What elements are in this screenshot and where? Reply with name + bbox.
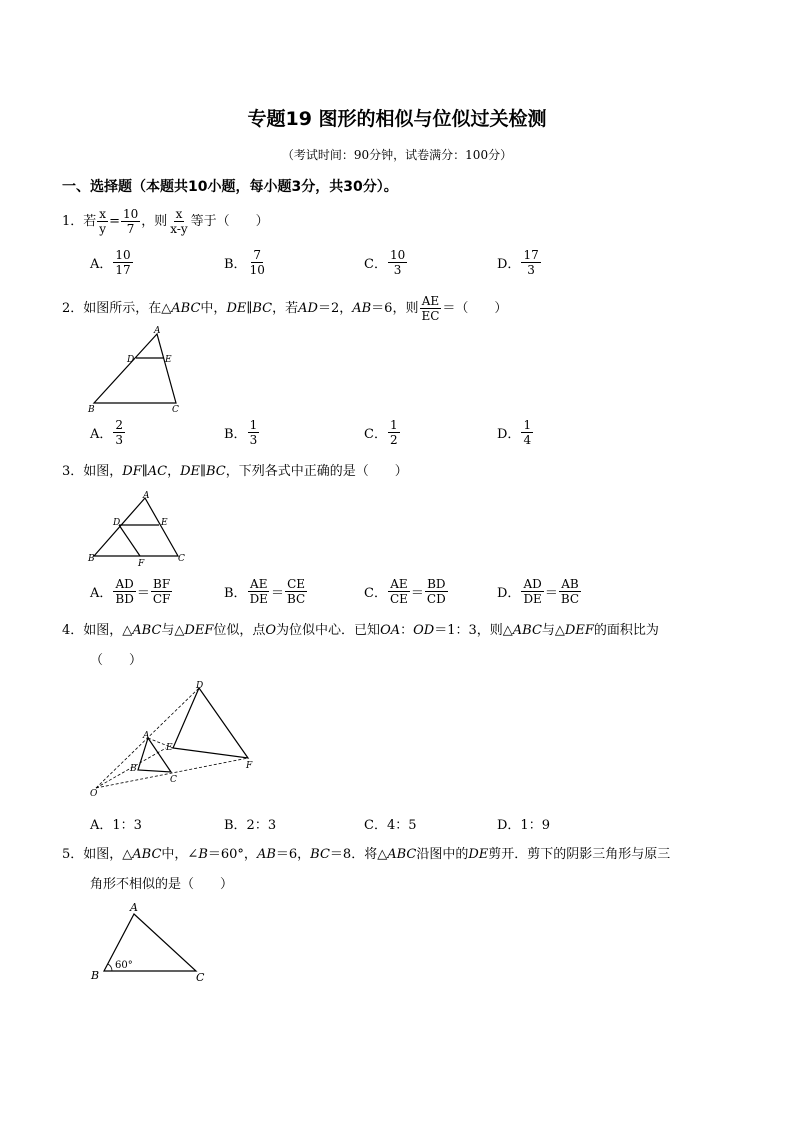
- label-a: A: [143, 731, 150, 741]
- label-b: B: [88, 554, 95, 564]
- label-e: E: [165, 355, 172, 365]
- question-5: 5．如图，△ABC中，∠B＝60°，AB＝6，BC＝8．将△ABC沿图中的DE剪开．剪下的阴影三角形与原三: [62, 847, 671, 862]
- label-c: C: [172, 405, 179, 415]
- q2-option-b[interactable]: B． $\frac{1}{3}$: [224, 418, 258, 447]
- label-o: O: [90, 789, 98, 799]
- label-b: B: [88, 405, 95, 415]
- q2-triangle-figure: [84, 326, 194, 416]
- label-b: B: [130, 764, 137, 774]
- q1-option-d[interactable]: D． $\frac{17}{3}$: [497, 248, 539, 277]
- q4-option-a[interactable]: A．1：3: [90, 818, 142, 833]
- q4-homothety-figure: [86, 680, 266, 800]
- question-4-line-2: （ ）: [90, 653, 143, 668]
- label-e: E: [166, 743, 173, 753]
- section-heading: 一、选择题（本题共10小题，每小题3分，共30分）。: [62, 179, 398, 195]
- exam-info: （考试时间：90分钟，试卷满分：100分）: [281, 148, 513, 162]
- fraction: $\frac{x}{y}$: [99, 207, 107, 236]
- label-a: A: [130, 901, 138, 914]
- q3-option-d[interactable]: D． $\frac{AD}{DE}$ ＝ $\frac{AB}{BC}$: [497, 577, 580, 606]
- q4-option-d[interactable]: D．1：9: [497, 818, 550, 833]
- q1-option-b[interactable]: B． $\frac{7}{10}$: [224, 248, 265, 277]
- question-5-line-2: 角形不相似的是（ ）: [90, 877, 234, 892]
- label-a: A: [154, 326, 161, 336]
- page-title: 专题19 图形的相似与位似过关检测: [247, 108, 547, 130]
- q3-triangle-figure: [84, 490, 194, 570]
- label-b: B: [91, 969, 100, 982]
- q4-option-c[interactable]: C．4：5: [364, 818, 417, 833]
- q4-option-b[interactable]: B．2：3: [224, 818, 277, 833]
- q2-option-c[interactable]: C． $\frac{1}{2}$: [364, 418, 398, 447]
- q3-option-a[interactable]: A． $\frac{AD}{BD}$ ＝ $\frac{BF}{CF}$: [90, 577, 171, 606]
- q3-option-b[interactable]: B． $\frac{AE}{DE}$ ＝ $\frac{CE}{BC}$: [224, 577, 306, 606]
- q5-triangle-figure: [86, 900, 216, 990]
- label-d: D: [113, 518, 121, 528]
- question-1: 1．若 $\frac{x}{y}$ = $\frac{10}{7}$ ，则 $\frac{x}{x-y}$ 等于（ ）: [62, 207, 269, 236]
- question-4: 4．如图，△ABC与△DEF位似，点O为位似中心．已知OA：OD＝1：3，则△ABC与△DEF的面积比为: [62, 623, 659, 638]
- q2-option-d[interactable]: D． $\frac{1}{4}$: [497, 418, 532, 447]
- q1-option-a[interactable]: A． $\frac{10}{17}$: [90, 248, 131, 277]
- label-c: C: [170, 775, 177, 785]
- label-f: F: [246, 761, 253, 771]
- label-c: C: [196, 971, 205, 984]
- label-c: C: [178, 554, 185, 564]
- q3-option-c[interactable]: C． $\frac{AE}{CE}$ ＝ $\frac{BD}{CD}$: [364, 577, 446, 606]
- question-3: 3．如图，DF∥AC，DE∥BC，下列各式中正确的是（ ）: [62, 464, 408, 479]
- label-a: A: [143, 491, 150, 501]
- q2-option-a[interactable]: A． $\frac{2}{3}$: [90, 418, 124, 447]
- label-f: F: [138, 559, 145, 569]
- question-2: 2．如图所示，在△ABC中，DE∥BC，若AD＝2，AB＝6，则 $\frac{AE}{EC}$ ＝（ ）: [62, 294, 508, 323]
- fraction: $\frac{10}{7}$: [122, 207, 139, 236]
- q1-option-c[interactable]: C． $\frac{10}{3}$: [364, 248, 406, 277]
- label-d: D: [127, 355, 135, 365]
- fraction: $\frac{x}{x-y}$: [170, 207, 188, 236]
- label-e: E: [161, 518, 168, 528]
- angle-label: 60°: [115, 960, 133, 971]
- label-d: D: [196, 681, 204, 691]
